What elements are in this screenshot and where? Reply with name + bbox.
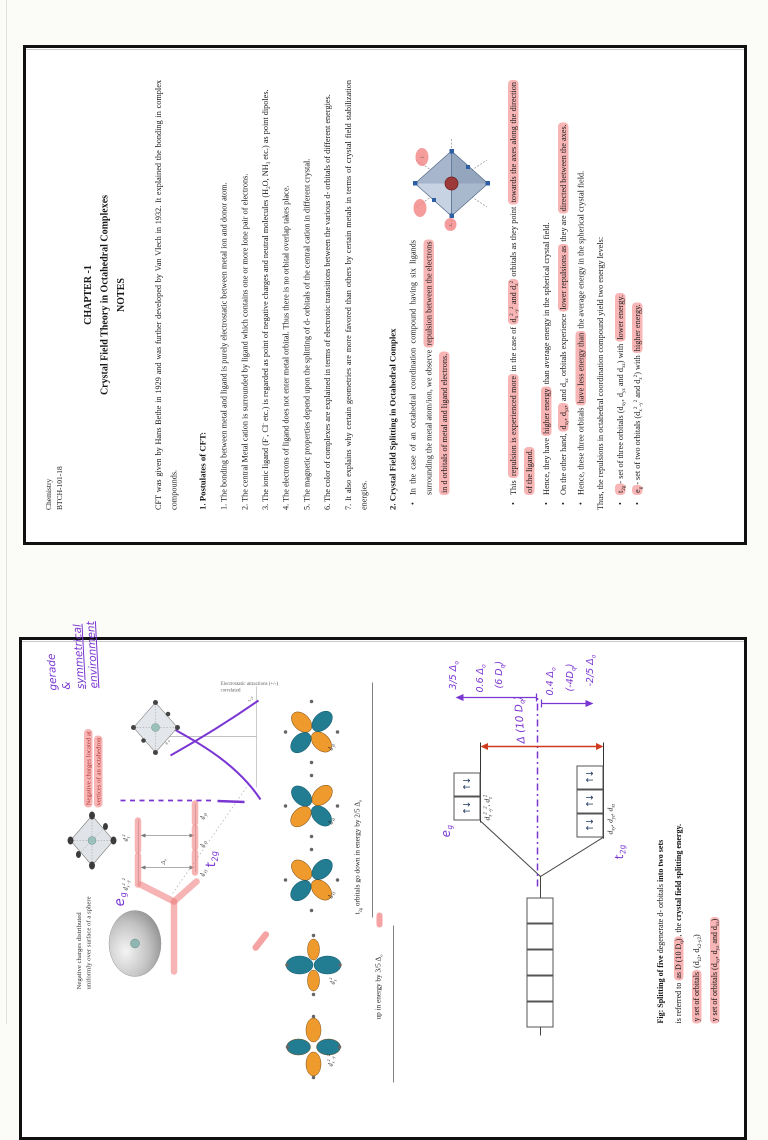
octahedron-vertices-label: Negative charges located at vertices of an octahedron (84, 730, 102, 805)
course-header (44, 80, 66, 510)
handwriting-line: environment (83, 620, 100, 689)
degenerate-orbital-box (526, 975, 553, 1001)
page-1-content (26, 48, 744, 542)
eg-orbital-box (453, 772, 480, 796)
postulates-heading: 1. Postulates of CFT: (197, 431, 208, 510)
orbital-dz2-label: $d_z^2$ (327, 977, 337, 984)
annotation-3-5-delta: 3/5 $\Delta_o$ (447, 660, 460, 689)
postulate-6: 6. The color of complexes are explained in terms of electronic transitions between the various d- orbitals of different energies. (322, 94, 333, 510)
cfse-definition-line: is referred to as D (10 $D_q$), the crystal field splitting energy. (674, 823, 685, 1023)
bullet-text: In the case of an octahedral coordination compound having six ligands surrounding the metal atom/ion, we observe repulsion between the electrons in d orbitals of metal and ligand electrons. (408, 240, 450, 495)
degenerate-orbital-box (526, 897, 553, 923)
sphere-label: Negative charges distributed uniformly over surface of a sphere (74, 895, 92, 989)
handwriting-line: symmetrical (70, 623, 86, 689)
t2g-set-line: y set of orbitals ($d_{xy}$, $d_{yz}$ and $d_{xz}$) (710, 918, 721, 1021)
charged-sphere-image (107, 907, 163, 978)
annotation-6dq: (6 $D_q$) (493, 660, 506, 688)
splitting-heading: 2. Crystal Field Splitting in Octahedral Complex (387, 328, 398, 510)
svg-text:L: • L (419, 156, 425, 159)
t2g-orbital-box (576, 789, 603, 813)
eg-orbitals-caption: up in energy by 3/5 $\Delta_o$ (374, 954, 383, 1019)
figure-caption: Fig: Splitting of five degenerate d- orbitals into two sets (656, 839, 665, 1023)
t2g-orbitals-caption: $t_{2g}$ orbitals go down in energy by 2/5 $\Delta_o$ (353, 799, 362, 914)
annotation-0-4-delta: 0.4 $\Delta_o$ (544, 666, 557, 695)
axis-t2g-label: $t_{2g}$ (246, 696, 254, 701)
annotation-minus-2-5-delta: -2/5 $\Delta_o$ (584, 654, 597, 686)
orbital-dyz-image (282, 697, 340, 766)
orbital-dx2y2-label: $d_x^2_{-y}^2$ (325, 1053, 335, 1066)
title-line: Crystal Field Theory in Octahedral Complexes (98, 194, 110, 396)
splitting-bullet-list (405, 80, 588, 510)
eg-tick-label-dx2y2: $d_x^2_{-y}^2$ (120, 877, 130, 890)
eg-orbital-box (453, 796, 480, 820)
electron-pair: ↑↓ (461, 777, 472, 791)
t2g-handwritten-label: $t_{2g}$ (202, 849, 220, 868)
octahedron-diagram-icon (404, 136, 497, 231)
eg-set-line: y set of orbitals ($d_{z2}$, $d_{x2-y2}$) (692, 933, 703, 1021)
t2g-tick-label-dyz: $d_{yz}$ (198, 812, 207, 819)
viewer-edge-line (6, 0, 7, 1024)
postulate-3: 3. The ionic ligand (F-, Cl- etc.) is regarded as point of negative charges and neutral molecules ($H_2O$, $NH_3$ etc.) as point dipoles. (260, 89, 272, 510)
electrostatic-note: Electrostatic attractions (+/-) correlated (220, 680, 278, 693)
bullet-less-energy: • Hence, these three orbitals have less energy than the average energy in the spherical crystal field. (573, 80, 589, 510)
degenerate-orbital-box (526, 1001, 553, 1027)
bullet-t2g-set: • $t_{2g}-$ set of three orbitals ($d_{xy}$, $d_{yz}$ and $d_{xz}$) with lower energy. (612, 80, 628, 510)
degenerate-orbital-box (526, 949, 553, 975)
page-1 (23, 45, 747, 545)
t2g-box-label: $d_{xy}$, $d_{yz}$, $d_{xz}$ (606, 803, 616, 834)
postulate-7: 7. It also explains why certain geometries are more favored than others by certain metals in terms of crystal field stabilization energies. (343, 80, 369, 510)
electron-pair: ↑↓ (584, 794, 595, 808)
t2g-orbital-box (576, 813, 603, 837)
bullet-octahedral-coordination (405, 80, 504, 510)
orbital-dxz-label: $d_{xz}$ (326, 817, 335, 824)
page-title (80, 80, 130, 510)
bullet-repulsion-more: • This repulsion is experienced more in the case of $d_x^2_{-y}^2$ and $d_z^2$ orbitals as they point towards the axes along the direction of the ligand. (506, 80, 537, 510)
delta-o-label: $\Delta_o$ (159, 858, 168, 864)
octahedral-complex-image (404, 136, 497, 231)
energy-levels-list (612, 80, 645, 510)
orbital-dxy-label: $d_{xy}$ (326, 891, 335, 898)
octahedron-vertices-image (65, 807, 118, 873)
orbital-dyz-label: $d_{yz}$ (326, 743, 335, 750)
thus-line: Thus, the repulsions in octahedral coordination compound yield two energy levels: (595, 236, 606, 510)
t2g-orbital-box (576, 765, 603, 789)
t2g-tick-label-dxy: $d_{xy}$ (198, 869, 207, 876)
page-2-content (22, 620, 744, 1137)
t2g-handwritten-label-2: $t_{2g}$ (611, 843, 628, 860)
postulate-5: 5. The magnetic properties depend upon the splitting of d- orbitals of the central cation in different crystal. (301, 158, 312, 510)
delta-10dq-label: Δ (10 $D_q$) (511, 694, 527, 744)
course-name: Chemistry (45, 478, 53, 510)
orbital-dx2y2-image (284, 1012, 342, 1081)
degenerate-orbital-box (526, 923, 553, 949)
axis-eg-label: $e_g$ (163, 739, 171, 744)
eg-box-label: $d_x^2_{-y}^2$, $d_z^2$ (482, 794, 493, 820)
eg-tick-label-dz2: $d_z^2$ (120, 834, 130, 841)
postulate-4: 4. The electrons of ligand does not enter metal orbital. Thus there is no orbital overlap takes place. (281, 185, 291, 510)
notes-line: NOTES (115, 278, 127, 312)
intro-paragraph: CFT was given by Hans Bethe in 1929 and was further developed by Van Vlech in 1932. It explained the bonding in complex compounds. (153, 80, 179, 510)
annotation-minus4dq: $(-4D_q)$ (564, 663, 577, 691)
orbital-dz2-image (284, 930, 342, 999)
postulate-1: 1. The bonding between metal and ligand is purely electrostatic between metal ion and donor atom. (219, 182, 229, 510)
bullet-lower-repulsions: • On the other hand, $d_{xy}$, $d_{yz}$, and $d_{xz}$ orbitals experience lower repulsions as they are directed between the axes. (556, 80, 572, 510)
handwriting-line: & (59, 680, 73, 690)
octahedron-curve-image (128, 693, 182, 761)
annotation-0-6-delta: 0.6 $\Delta_o$ (474, 663, 487, 692)
orbital-dxy-image (282, 845, 340, 914)
eg-handwritten-label-2: $e_g$ (437, 823, 454, 838)
page-2 (19, 620, 747, 1140)
svg-text:L: L (448, 223, 454, 226)
electrostatic-note-wrap (220, 621, 278, 693)
postulate-2: 2. The central Metal cation is surrounded by ligand which contains one or more lone pair of electrons. (239, 173, 250, 510)
bullet-eg-set: • $e_g-$ set of two orbitals ($d_x^2_{-y}^2$ and $d_z^2$) with higher energy. (629, 80, 645, 510)
bullet-higher-energy: • Hence, they have higher energy than average energy in the spherical crystal field. (539, 80, 555, 510)
t2g-tick-label-dxz: $d_{xz}$ (198, 840, 207, 847)
electron-pair: ↑↓ (461, 801, 472, 815)
handwritten-note (42, 613, 100, 691)
eg-handwritten-label: $e_g$ (110, 891, 128, 908)
course-code: BTCH-101-18 (55, 466, 64, 510)
electron-pair: ↑↓ (584, 770, 595, 784)
orbital-dxz-image (282, 771, 340, 840)
chapter-line: CHAPTER -1 (82, 265, 94, 325)
handwriting-line: gerade (44, 652, 59, 691)
electron-pair: ↑↓ (584, 818, 595, 832)
